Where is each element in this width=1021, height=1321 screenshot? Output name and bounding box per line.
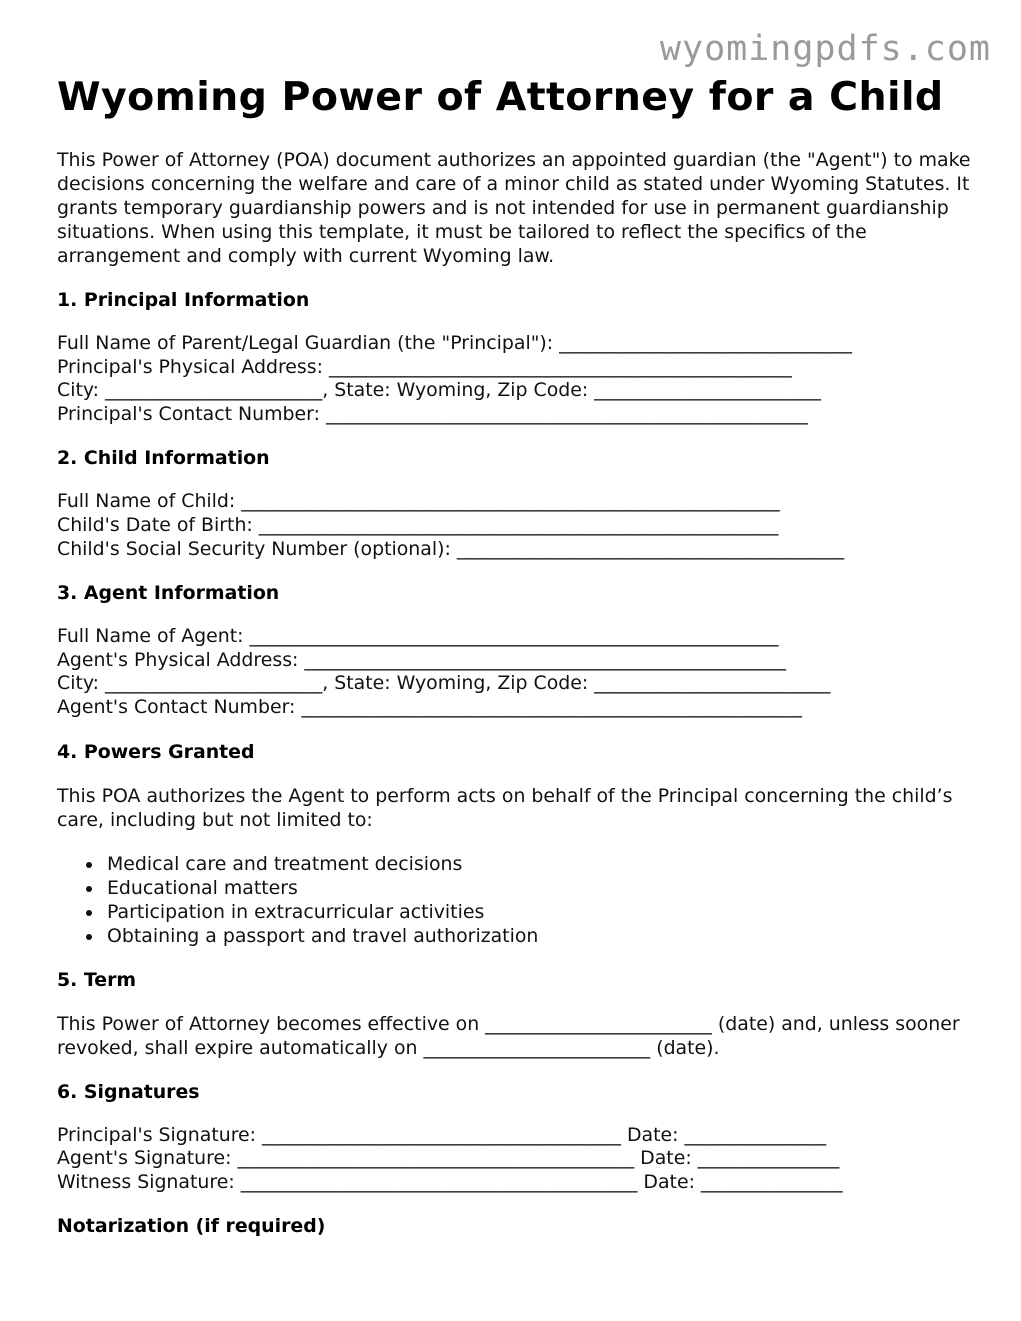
powers-section-heading: 4. Powers Granted	[57, 740, 255, 763]
document-title: Wyoming Power of Attorney for a Child	[57, 74, 944, 120]
principal-name-field[interactable]: Full Name of Parent/Legal Guardian (the "Principal"): _______________________________	[57, 332, 852, 354]
signature-fields	[57, 1124, 977, 1195]
child-section-heading: 2. Child Information	[57, 447, 270, 470]
agent-signature-field[interactable]: Agent's Signature: __________________________________________ Date: _______________	[57, 1147, 840, 1170]
list-item: Obtaining a passport and travel authorization	[57, 924, 977, 948]
agent-city-state-zip-field[interactable]: City: _______________________, State: Wyoming, Zip Code: _________________________	[57, 672, 831, 695]
witness-signature-field[interactable]: Witness Signature: __________________________________________ Date: _______________	[57, 1170, 843, 1193]
powers-list	[57, 852, 977, 948]
powers-paragraph: This POA authorizes the Agent to perform acts on behalf of the Principal concerning the child’s care, including but not limited to:	[57, 784, 953, 831]
watermark: wyomingpdfs.com	[659, 29, 991, 69]
principal-section-heading: 1. Principal Information	[57, 289, 310, 311]
intro-paragraph: This Power of Attorney (POA) document authorizes an appointed guardian (the "Agent") to make decisions concerning the welfare and care of a minor child as stated under Wyoming Statutes. It grants temporary guardianship powers and is not intended for use in permanent guardianship situations. When using this template, it must be tailored to reflect the specifics of the arrangement and comply with current Wyoming law.	[57, 149, 971, 267]
principal-signature-field[interactable]: Principal's Signature: ______________________________________ Date: _______________	[57, 1123, 827, 1146]
principal-fields	[57, 332, 977, 426]
list-item: Participation in extracurricular activities	[57, 900, 977, 924]
list-item: Educational matters	[57, 876, 977, 900]
child-fields	[57, 490, 977, 561]
term-paragraph[interactable]: This Power of Attorney becomes effective on ________________________ (date) and, unless sooner revoked, shall expire automatically on ________________________ (date).	[57, 1012, 960, 1059]
term-section-heading: 5. Term	[57, 968, 137, 991]
child-dob-field[interactable]: Child's Date of Birth: _______________________________________________________	[57, 513, 779, 536]
notarization-heading: Notarization (if required)	[57, 1215, 326, 1238]
agent-contact-field[interactable]: Agent's Contact Number: _____________________________________________________	[57, 695, 802, 718]
principal-city-state-zip-field[interactable]: City: _______________________, State: Wyoming, Zip Code: ________________________	[57, 379, 821, 402]
child-name-field[interactable]: Full Name of Child: _________________________________________________________	[57, 490, 780, 513]
agent-section-heading: 3. Agent Information	[57, 582, 280, 605]
agent-address-field[interactable]: Agent's Physical Address: ___________________________________________________	[57, 648, 787, 671]
principal-contact-field[interactable]: Principal's Contact Number: ___________________________________________________	[57, 402, 808, 425]
principal-address-field[interactable]: Principal's Physical Address: _________________________________________________	[57, 355, 792, 378]
agent-fields	[57, 625, 977, 719]
child-ssn-field[interactable]: Child's Social Security Number (optional): _________________________________________	[57, 537, 845, 560]
signatures-section-heading: 6. Signatures	[57, 1080, 200, 1103]
document-page	[57, 74, 977, 1238]
list-item: Medical care and treatment decisions	[57, 852, 977, 876]
agent-name-field[interactable]: Full Name of Agent: ________________________________________________________	[57, 625, 779, 648]
